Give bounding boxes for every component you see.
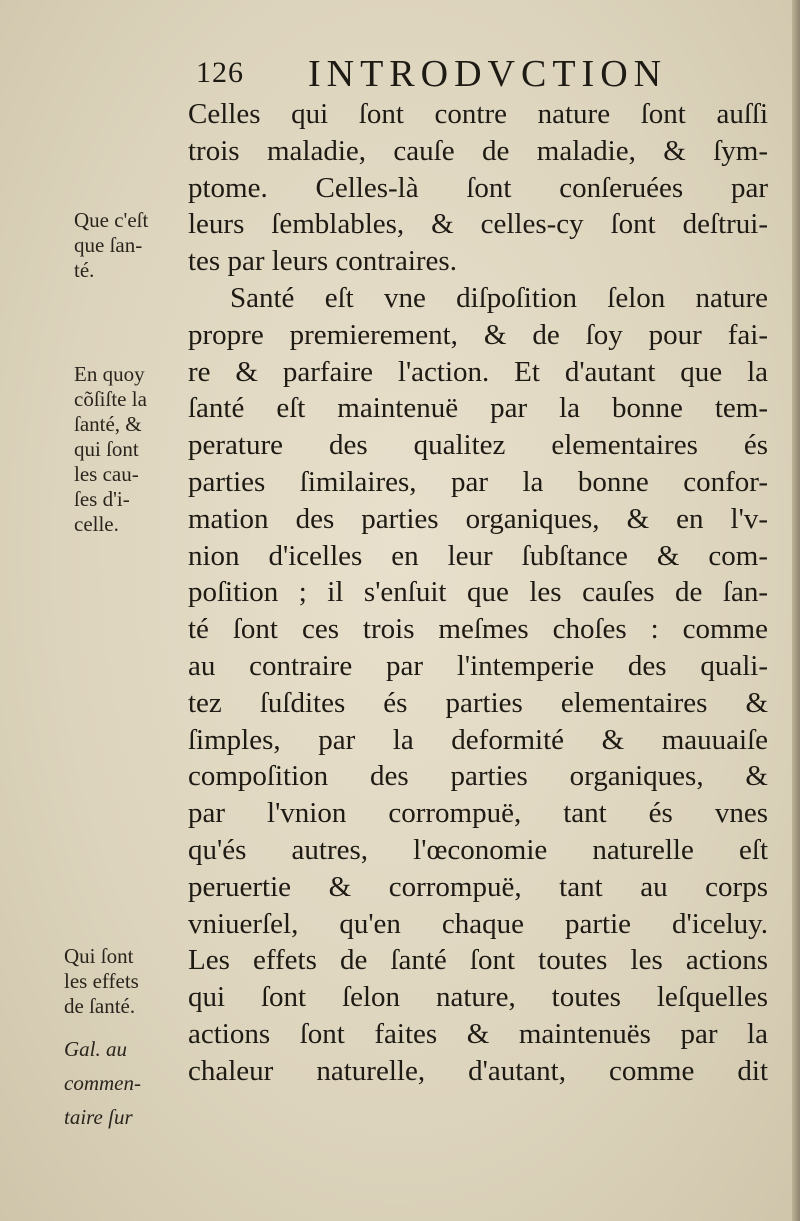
text-line: ſanté eſt maintenuë par la bonne tem- [188, 392, 768, 425]
margin-note-line: cõſiſte la [74, 387, 147, 411]
text-line: Celles qui ſont contre nature ſont auſſi [188, 98, 768, 130]
text-line: tes par leurs contraires. [188, 245, 457, 278]
text-line: leurs ſemblables, & celles-cy ſont deſtrui- [188, 208, 768, 241]
text-line: té ſont ces trois meſmes choſes : comme [188, 613, 768, 646]
margin-note-line: té. [74, 258, 95, 282]
margin-note-line: ſes d'i- [74, 487, 130, 511]
text-line: trois maladie, cauſe de maladie, & ſym- [188, 134, 768, 167]
text-line: Les effets de ſanté ſont toutes les actions [188, 944, 768, 977]
margin-note-line: Qui ſont [64, 944, 134, 968]
margin-note-line: En quoy [74, 362, 145, 386]
margin-note-line: Que c'eſt [74, 208, 149, 232]
margin-note-line: Gal. au [64, 1037, 127, 1061]
running-title: INTRODVCTION [308, 53, 668, 95]
margin-note-line: que ſan- [74, 233, 143, 257]
margin-note-line: commen- [64, 1071, 141, 1095]
margin-note-line: ſanté, & [74, 412, 142, 436]
text-line: ſimples, par la deformité & mauuaiſe [188, 723, 768, 756]
margin-note-line: de ſanté. [64, 994, 136, 1018]
text-line: mation des parties organiques, & en l'v- [188, 502, 768, 535]
page-edge-shadow [792, 0, 800, 1221]
text-line: actions ſont faites & maintenuës par la [188, 1017, 768, 1050]
margin-note-line: celle. [74, 512, 119, 536]
text-line: ptome. Celles-là ſont conſeruées par [188, 171, 768, 204]
text-line: perature des qualitez elementaires és [188, 429, 768, 462]
margin-note-line: taire ſur [64, 1105, 133, 1129]
text-line: au contraire par l'intemperie des quali- [188, 649, 768, 682]
margin-note-reference [64, 1032, 141, 1134]
text-line: qui ſont ſelon nature, toutes leſquelles [188, 981, 768, 1014]
margin-note-line: les effets [64, 969, 139, 993]
text-line: poſition ; il s'enſuit que les cauſes de ſan- [188, 576, 768, 609]
text-line: vniuerſel, qu'en chaque partie d'iceluy. [188, 907, 768, 940]
margin-note-line: les cau- [74, 462, 139, 486]
margin-note-line: qui ſont [74, 437, 139, 461]
margin-note-causes [74, 362, 147, 537]
text-line: compoſition des parties organiques, & [188, 760, 768, 793]
text-line: Santé eſt vne diſpoſition ſelon nature [230, 281, 768, 314]
text-line: parties ſimilaires, par la bonne confor- [188, 465, 768, 498]
body-text [188, 96, 768, 1090]
running-head [196, 48, 756, 100]
text-line: re & parfaire l'action. Et d'autant que la [188, 355, 768, 388]
page-number: 126 [196, 56, 244, 89]
margin-note-definition [74, 208, 148, 283]
text-line: qu'és autres, l'œconomie naturelle eſt [188, 833, 768, 866]
margin-note-effects [64, 944, 139, 1019]
text-line: propre premierement, & de ſoy pour fai- [188, 318, 768, 351]
text-line: par l'vnion corrompuë, tant és vnes [188, 797, 768, 830]
text-line: chaleur naturelle, d'autant, comme dit [188, 1054, 768, 1087]
text-line: nion d'icelles en leur ſubſtance & com- [188, 539, 768, 572]
text-line: tez ſuſdites és parties elementaires & [188, 686, 768, 719]
text-line: peruertie & corrompuë, tant au corps [188, 870, 768, 903]
